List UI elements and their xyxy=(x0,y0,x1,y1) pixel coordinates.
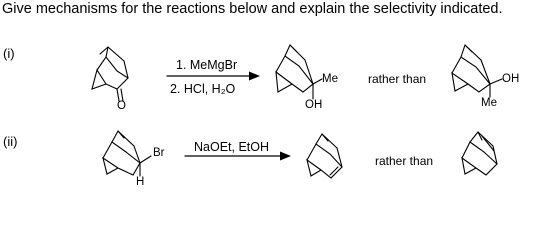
part-2-label: (ii) xyxy=(3,134,18,149)
hydrogen-label: H xyxy=(136,176,145,188)
carbonyl-oxygen-label: O xyxy=(117,100,126,112)
question-title: Give mechanisms for the reactions below and explain the selectivity indicated. xyxy=(2,1,503,17)
reagent-step-2: 2. HCl, H₂O xyxy=(170,82,236,96)
bromine-label: Br xyxy=(153,147,165,159)
product-methyl-label: Me xyxy=(322,73,338,85)
reagent-step-1: 1. MeMgBr xyxy=(176,58,238,72)
comparison-text-1: rather than xyxy=(368,72,427,86)
product-hydroxyl-label: OH xyxy=(305,99,323,111)
elimination-conditions: NaOEt, EtOH xyxy=(194,140,270,154)
alternative-methyl-label: Me xyxy=(481,97,497,109)
part-1-label: (i) xyxy=(3,46,15,61)
alternative-hydroxyl-label: OH xyxy=(502,73,520,85)
comparison-text-2: rather than xyxy=(375,154,434,168)
